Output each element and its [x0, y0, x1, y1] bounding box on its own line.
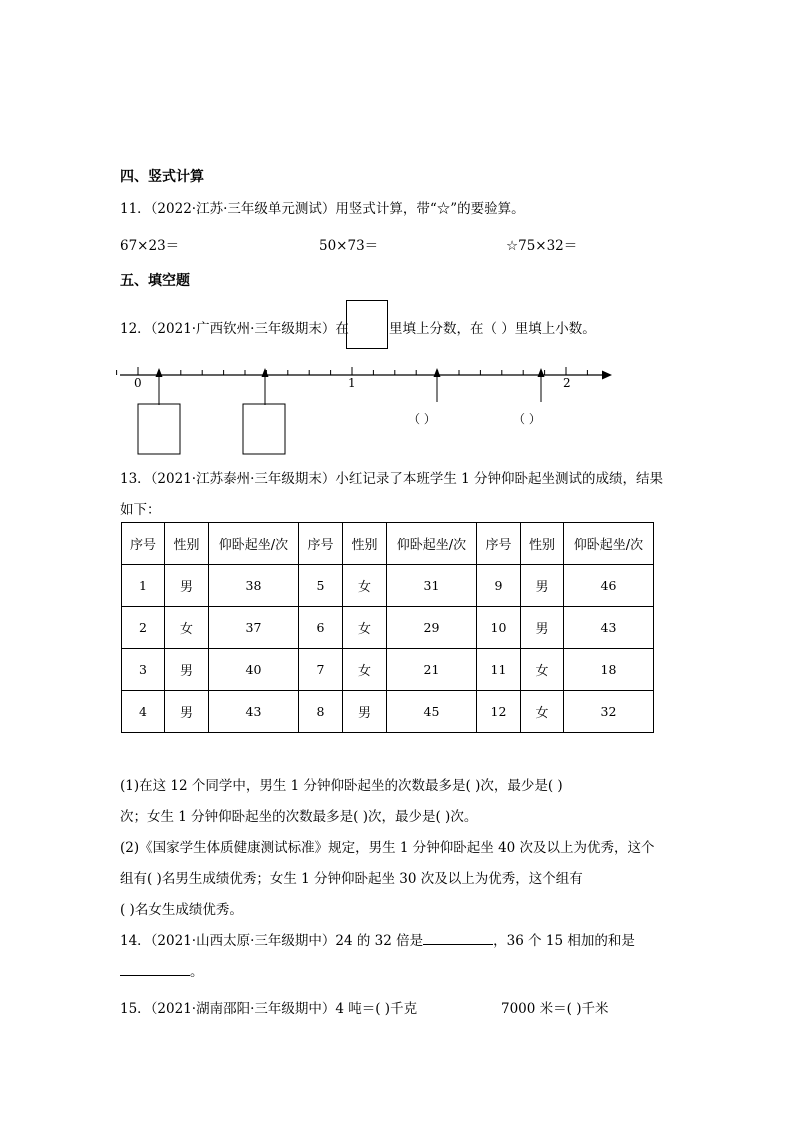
table-cell: 46 — [564, 565, 654, 607]
question-15-part-2: 7000 米＝( )千米 — [501, 1001, 609, 1017]
table-cell: 女 — [521, 691, 564, 733]
number-line — [110, 355, 630, 465]
question-14-part-3: 。 — [190, 964, 204, 980]
table-cell: 21 — [387, 649, 477, 691]
tick-label-2: 2 — [563, 376, 571, 390]
table-cell: 男 — [521, 607, 564, 649]
header-cell: 序号 — [299, 523, 343, 565]
table-row — [122, 649, 654, 691]
answer-blank-1 — [423, 932, 493, 945]
table-cell: 男 — [165, 691, 209, 733]
table-cell: 11 — [477, 649, 521, 691]
answer-box-sample — [346, 300, 388, 349]
table-cell: 3 — [122, 649, 165, 691]
pointer-arrow-1 — [156, 368, 163, 405]
table-cell: 43 — [209, 691, 299, 733]
table-cell: 31 — [387, 565, 477, 607]
header-cell: 性别 — [343, 523, 387, 565]
header-cell: 性别 — [521, 523, 564, 565]
header-cell: 性别 — [165, 523, 209, 565]
calc-item-1: 67×23＝ — [120, 238, 180, 254]
pointer-arrow-2 — [262, 368, 269, 405]
header-cell: 仰卧起坐/次 — [564, 523, 654, 565]
table-row — [122, 565, 654, 607]
question-14-line-2 — [120, 960, 204, 980]
table-cell: 6 — [299, 607, 343, 649]
table-cell: 男 — [165, 565, 209, 607]
table-cell: 5 — [299, 565, 343, 607]
answer-blank-2 — [120, 963, 190, 976]
table-cell: 女 — [165, 607, 209, 649]
question-13-part-1-line-2: 次；女生 1 分钟仰卧起坐的次数最多是( )次，最少是( )次。 — [120, 809, 478, 825]
table-cell: 男 — [521, 565, 564, 607]
question-13-line-2: 如下： — [120, 502, 161, 518]
table-cell: 32 — [564, 691, 654, 733]
table-cell: 38 — [209, 565, 299, 607]
question-11-text: 11．（2022·江苏·三年级单元测试）用竖式计算，带“☆”的要验算。 — [120, 201, 525, 217]
table-cell: 18 — [564, 649, 654, 691]
question-14-part-1: 14．（2021·山西太原·三年级期中）24 的 32 倍是 — [120, 933, 424, 949]
header-cell: 序号 — [477, 523, 521, 565]
table-cell: 10 — [477, 607, 521, 649]
table-row — [122, 607, 654, 649]
table-cell: 男 — [165, 649, 209, 691]
question-13-line-1: 13．（2021·江苏泰州·三年级期末）小红记录了本班学生 1 分钟仰卧起坐测试的成绩，结果 — [120, 471, 664, 487]
section-title-fill-blank: 五、填空题 — [120, 273, 190, 289]
table-cell: 女 — [521, 649, 564, 691]
table-cell: 37 — [209, 607, 299, 649]
table-cell: 2 — [122, 607, 165, 649]
table-cell: 女 — [343, 565, 387, 607]
table-cell: 7 — [299, 649, 343, 691]
question-13-part-2-line-3: ( )名女生成绩优秀。 — [120, 902, 243, 918]
question-12-suffix: 里填上分数，在（ ）里填上小数。 — [389, 321, 596, 337]
table-cell: 1 — [122, 565, 165, 607]
question-13-part-2-line-2: 组有( )名男生成绩优秀；女生 1 分钟仰卧起坐 30 次及以上为优秀，这个组有 — [120, 871, 583, 887]
calc-item-2: 50×73＝ — [319, 238, 379, 254]
decimal-blank-2: （ ） — [513, 412, 541, 426]
table-cell: 9 — [477, 565, 521, 607]
table-cell: 女 — [343, 649, 387, 691]
answer-box-fraction-2 — [243, 404, 285, 454]
situp-table — [121, 522, 654, 733]
question-12-prefix: 12．（2021·广西钦州·三年级期末）在 — [120, 321, 349, 337]
answer-box-fraction-1 — [138, 404, 180, 454]
tick-label-1: 1 — [348, 376, 356, 390]
tick-label-0: 0 — [134, 376, 142, 390]
table-cell: 29 — [387, 607, 477, 649]
table-cell: 4 — [122, 691, 165, 733]
pointer-arrow-3 — [434, 368, 441, 402]
decimal-blank-1: （ ） — [408, 412, 436, 426]
number-line-ticks — [117, 367, 588, 375]
table-cell: 43 — [564, 607, 654, 649]
section-title-vertical-calc: 四、竖式计算 — [120, 169, 204, 185]
table-cell: 12 — [477, 691, 521, 733]
table-cell: 男 — [343, 691, 387, 733]
question-13-part-2-line-1: (2)《国家学生体质健康测试标准》规定，男生 1 分钟仰卧起坐 40 次及以上为优秀，这个 — [120, 840, 655, 856]
table-header-row — [122, 523, 654, 565]
header-cell: 序号 — [122, 523, 165, 565]
table-cell: 40 — [209, 649, 299, 691]
question-15-part-1: 15．（2021·湖南邵阳·三年级期中）4 吨＝( )千克 — [120, 1001, 418, 1017]
table-cell: 8 — [299, 691, 343, 733]
number-line-arrowhead — [602, 371, 612, 380]
calc-item-3: ☆75×32＝ — [506, 238, 578, 254]
question-14-line-1 — [120, 929, 635, 949]
header-cell: 仰卧起坐/次 — [209, 523, 299, 565]
table-row — [122, 691, 654, 733]
table-cell: 45 — [387, 691, 477, 733]
header-cell: 仰卧起坐/次 — [387, 523, 477, 565]
table-cell: 女 — [343, 607, 387, 649]
pointer-arrow-4 — [538, 368, 545, 402]
question-14-part-2: ，36 个 15 相加的和是 — [493, 933, 635, 949]
question-13-part-1-line-1: (1)在这 12 个同学中，男生 1 分钟仰卧起坐的次数最多是( )次，最少是( ) — [120, 778, 563, 794]
